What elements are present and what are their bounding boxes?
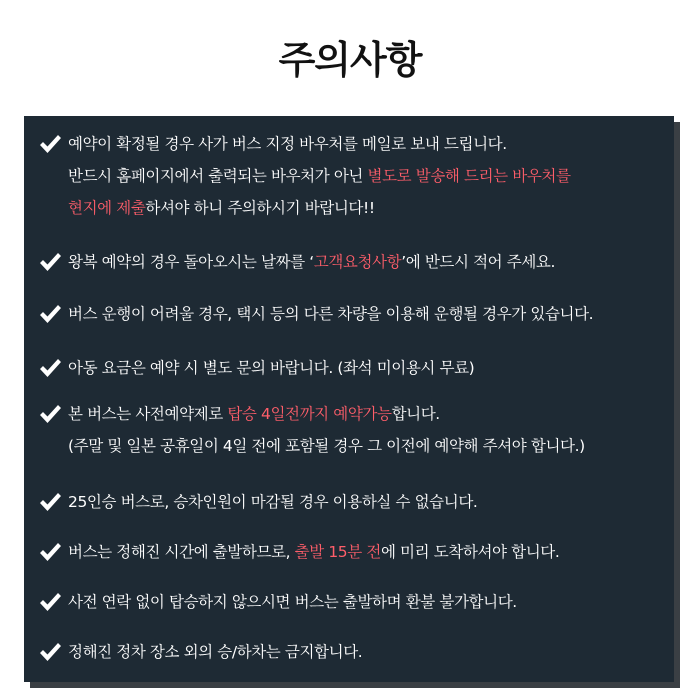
- notice-line: [68, 164, 571, 188]
- notice-text: 에 미리 도착하셔야 합니다.: [380, 543, 560, 561]
- notice-line: [68, 196, 375, 220]
- checkmark-icon: [38, 356, 62, 380]
- notice-text: 아동 요금은 예약 시 별도 문의 바랍니다. (좌석 미이용시 무료): [68, 359, 475, 377]
- notice-text: 정해진 정차 장소 외의 승/하차는 금지합니다.: [68, 643, 363, 661]
- checkmark-icon: [38, 540, 62, 564]
- notice-text: 왕복 예약의 경우 돌아오시는 날짜를 ‘: [68, 253, 314, 271]
- notice-text: 반드시 홈페이지에서 출력되는 바우처가 아닌: [68, 167, 368, 185]
- notice-line: [68, 356, 474, 380]
- checkmark-icon: [38, 250, 62, 274]
- notice-text: ’에 반드시 적어 주세요.: [401, 253, 556, 271]
- checkmark-icon: [38, 590, 62, 614]
- highlighted-text: 고객요청사항: [313, 253, 402, 271]
- notice-text: 합니다.: [391, 405, 440, 423]
- highlighted-text: 탑승 4일전까지 예약가능: [227, 405, 392, 423]
- checkmark-icon: [38, 490, 62, 514]
- notice-line: [68, 250, 555, 274]
- page-title: 주의사항: [278, 38, 422, 82]
- notice-line: [68, 434, 585, 458]
- notice-line: [68, 540, 559, 564]
- notice-line: [68, 640, 362, 664]
- checkmark-icon: [38, 402, 62, 426]
- highlighted-text: 출발 15분 전: [294, 543, 381, 561]
- notice-text: 하셔야 하니 주의하시기 바랍니다!!: [145, 199, 375, 217]
- checkmark-icon: [38, 132, 62, 156]
- notice-line: [68, 490, 477, 514]
- notice-text: 사전 연락 없이 탑승하지 않으시면 버스는 출발하며 환불 불가합니다.: [68, 593, 517, 611]
- notice-text: (주말 및 일본 공휴일이 4일 전에 포함될 경우 그 이전에 예약해 주셔야 합니다.): [68, 437, 585, 455]
- notice-text: 본 버스는 사전예약제로: [68, 405, 228, 423]
- notice-text: 25인승 버스로, 승차인원이 마감될 경우 이용하실 수 없습니다.: [68, 493, 478, 511]
- notice-text: 버스 운행이 어려울 경우, 택시 등의 다른 차량을 이용해 운행될 경우가 있습니다.: [68, 305, 594, 323]
- checkmark-icon: [38, 302, 62, 326]
- notice-text: 버스는 정해진 시간에 출발하므로,: [68, 543, 295, 561]
- notice-text: 예약이 확정될 경우 사가 버스 지정 바우처를 메일로 보내 드립니다.: [68, 135, 507, 153]
- highlighted-text: 현지에 제출: [68, 199, 146, 217]
- notice-line: [68, 132, 507, 156]
- notice-line: [68, 302, 593, 326]
- notice-line: [68, 590, 517, 614]
- notice-box: [24, 116, 674, 682]
- checkmark-icon: [38, 640, 62, 664]
- highlighted-text: 별도로 발송해 드리는 바우처를: [367, 167, 571, 185]
- notice-line: [68, 402, 440, 426]
